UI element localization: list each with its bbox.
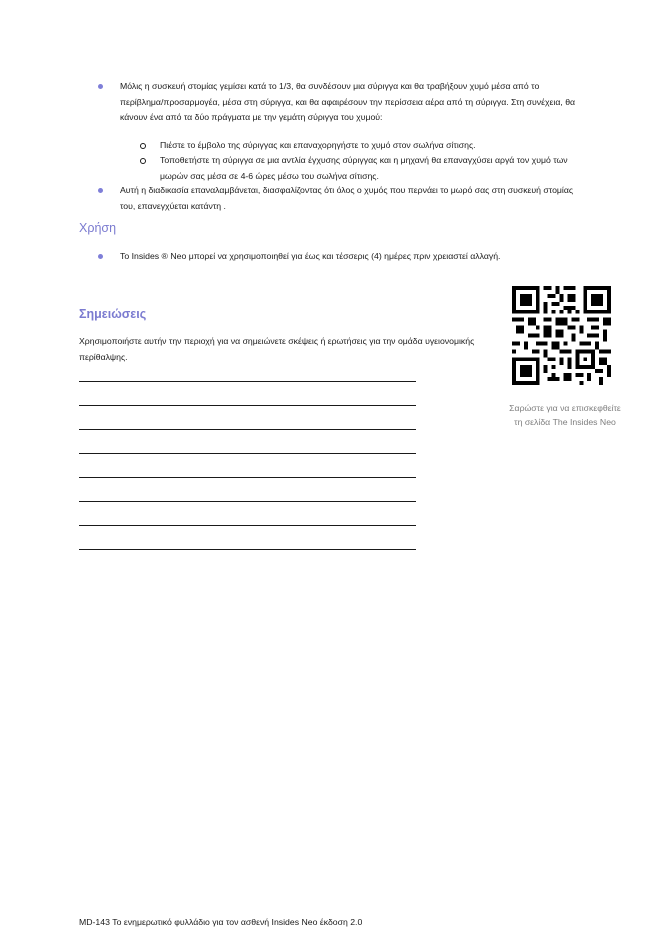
usage-bullet-text: Το Insides ® Neo μπορεί να χρησιμοποιηθεί για έως και τέσσερις (4) ημέρες πριν χρειαστεί αλλαγή. (120, 251, 501, 261)
sub-bullet-circle (140, 143, 146, 149)
note-line[interactable] (79, 501, 416, 502)
procedure-sub-bullet-1 (160, 138, 590, 154)
bullet-dot (98, 254, 103, 259)
bullet-dot (98, 188, 103, 193)
procedure-sub-bullet-1-text: Πιέστε το έμβολο της σύριγγας και επαναχορηγήστε το χυμό στον σωλήνα σίτισης. (160, 140, 476, 150)
note-line[interactable] (79, 525, 416, 526)
qr-caption-line-1: Σαρώστε για να επισκεφθείτε (509, 403, 621, 413)
notes-heading: Σημειώσεις (79, 307, 147, 321)
procedure-bullet-1 (120, 79, 582, 126)
usage-bullet (120, 249, 582, 265)
procedure-sub-bullet-2-text: Τοποθετήστε τη σύριγγα σε μια αντλία έγχυσης σύριγγας και η μηχανή θα επαναγχύσει αργά τον χυμό των μωρών σας μέσα σε 4-6 ώρες μέσω του σωλήνα σίτισης. (160, 155, 568, 181)
procedure-bullet-2 (120, 183, 582, 214)
qr-code-icon[interactable] (512, 286, 611, 385)
note-line[interactable] (79, 381, 416, 382)
procedure-bullet-1-text: Μόλις η συσκευή στομίας γεμίσει κατά το 1/3, θα συνδέσουν μια σύριγγα και θα τραβήξουν χυμό μέσα από το περίβλημα/προσαρμογέα, μέσα στη σύριγγα, και θα αφαιρέσουν την περίσσεια αέρα από τη σύριγγα. Στη συνέχεια, θα κάνουν ένα από τα δύο πράγματα με την γεμάτη σύριγγα του χυμού: (120, 81, 576, 122)
notes-intro: Χρησιμοποιήστε αυτήν την περιοχή για να σημειώνετε σκέψεις ή ερωτήσεις για την ομάδα υγειονομικής περίθαλψης. (79, 336, 475, 362)
note-line[interactable] (79, 453, 416, 454)
sub-bullet-circle (140, 158, 146, 164)
qr-caption-line-2: τη σελίδα The Insides Neo (514, 417, 616, 427)
procedure-bullet-2-text: Αυτή η διαδικασία επαναλαμβάνεται, διασφαλίζοντας ότι όλος ο χυμός που περνάει το μωρό σας στη συσκευή στομίας του, επανεγχύεται κατάντη . (120, 185, 574, 211)
bullet-dot (98, 84, 103, 89)
note-line[interactable] (79, 429, 416, 430)
procedure-sub-bullet-2 (160, 153, 590, 184)
qr-caption (485, 401, 645, 429)
page-footer: MD-143 Το ενημερωτικό φυλλάδιο για τον ασθενή Insides Neo έκδοση 2.0 (79, 917, 363, 927)
note-line[interactable] (79, 405, 416, 406)
note-line[interactable] (79, 477, 416, 478)
note-line[interactable] (79, 549, 416, 550)
usage-heading: Χρήση (79, 221, 117, 235)
